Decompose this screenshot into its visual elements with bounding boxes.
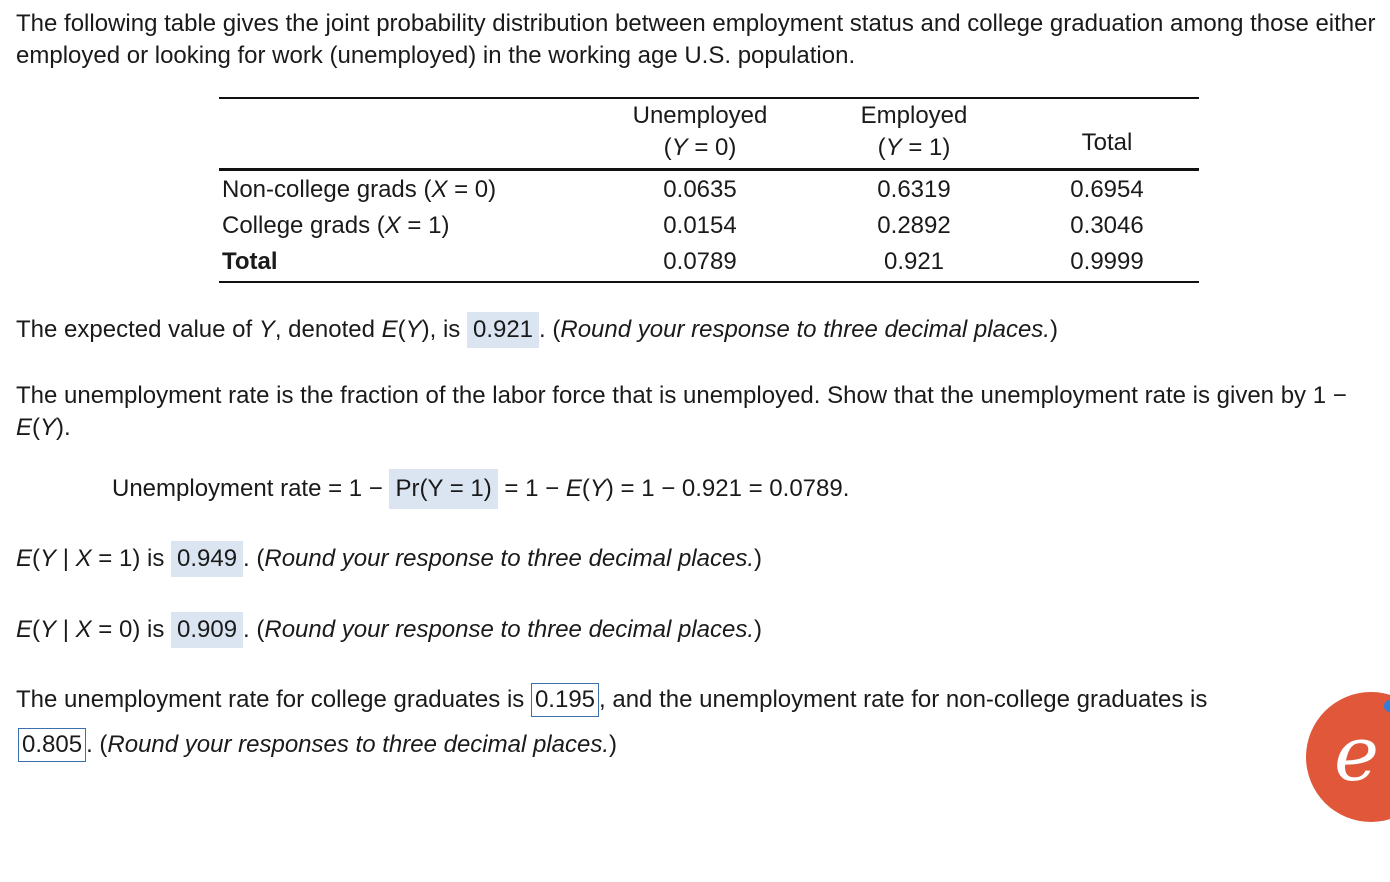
cell-noncollege-total: 0.6954 [1070,176,1144,203]
question-unemployment-rate: The unemployment rate is the fraction of the labor force that is unemployed. Show that the unemployment rate is given by 1 − E(Y). [16,382,1347,441]
cell-noncollege-employed: 0.6319 [877,176,951,203]
question-rates-line1: The unemployment rate for college graduates is 0.195 , and the unemployment rate for non-college graduates is [16,686,1207,714]
cell-college-employed: 0.2892 [877,212,951,239]
cell-college-unemployed: 0.0154 [663,212,737,239]
header-unemployed: Unemployed (Y = 0) [632,102,768,161]
question-conditional-x0: E(Y | X = 0) is 0.909 . (Round your response to three decimal places.) [16,616,762,644]
logo-dot [1384,700,1390,712]
cell-total-employed: 0.921 [883,248,945,275]
unemployment-rate-derivation: Unemployment rate = 1 − Pr(Y = 1) = 1 − E(Y) = 1 − 0.921 = 0.0789. [112,475,849,503]
table-bottom-rule [219,281,1199,283]
answer-expected-value[interactable]: 0.921 [467,312,539,348]
table-header-rule [219,168,1199,171]
answer-college-rate-input[interactable]: 0.195 [531,683,599,717]
logo-glyph: e [1334,709,1379,798]
question-expected-value: The expected value of Y, denoted E(Y), is 0.921 . (Round your response to three decimal places.) [16,316,1058,344]
answer-conditional-x0[interactable]: 0.909 [171,612,243,648]
cell-noncollege-unemployed: 0.0635 [663,176,737,203]
row-label-total: Total [222,248,278,275]
row-label-noncollege: Non-college grads (X = 0) [222,176,497,203]
cell-total-total: 0.9999 [1070,248,1144,275]
chegg-logo-icon[interactable] [1306,692,1390,822]
header-total: Total [1081,129,1133,156]
cell-college-total: 0.3046 [1070,212,1144,239]
cell-total-unemployed: 0.0789 [663,248,737,275]
answer-conditional-x1[interactable]: 0.949 [171,541,243,577]
intro-text: The following table gives the joint probability distribution between employment status and college graduation among those either employed or looking for work (unemployed) in the working age U.S. population. [16,10,1376,69]
joint-distribution-table [219,97,1199,283]
row-label-college: College grads (X = 1) [222,212,450,239]
question-rates-line2: 0.805 . (Round your responses to three decimal places.) [18,731,617,759]
answer-pr-dropdown[interactable]: Pr(Y = 1) [389,469,497,509]
answer-noncollege-rate-input[interactable]: 0.805 [18,728,86,762]
header-employed: Employed (Y = 1) [860,102,968,161]
table-top-rule [219,97,1199,99]
question-conditional-x1: E(Y | X = 1) is 0.949 . (Round your response to three decimal places.) [16,545,762,573]
